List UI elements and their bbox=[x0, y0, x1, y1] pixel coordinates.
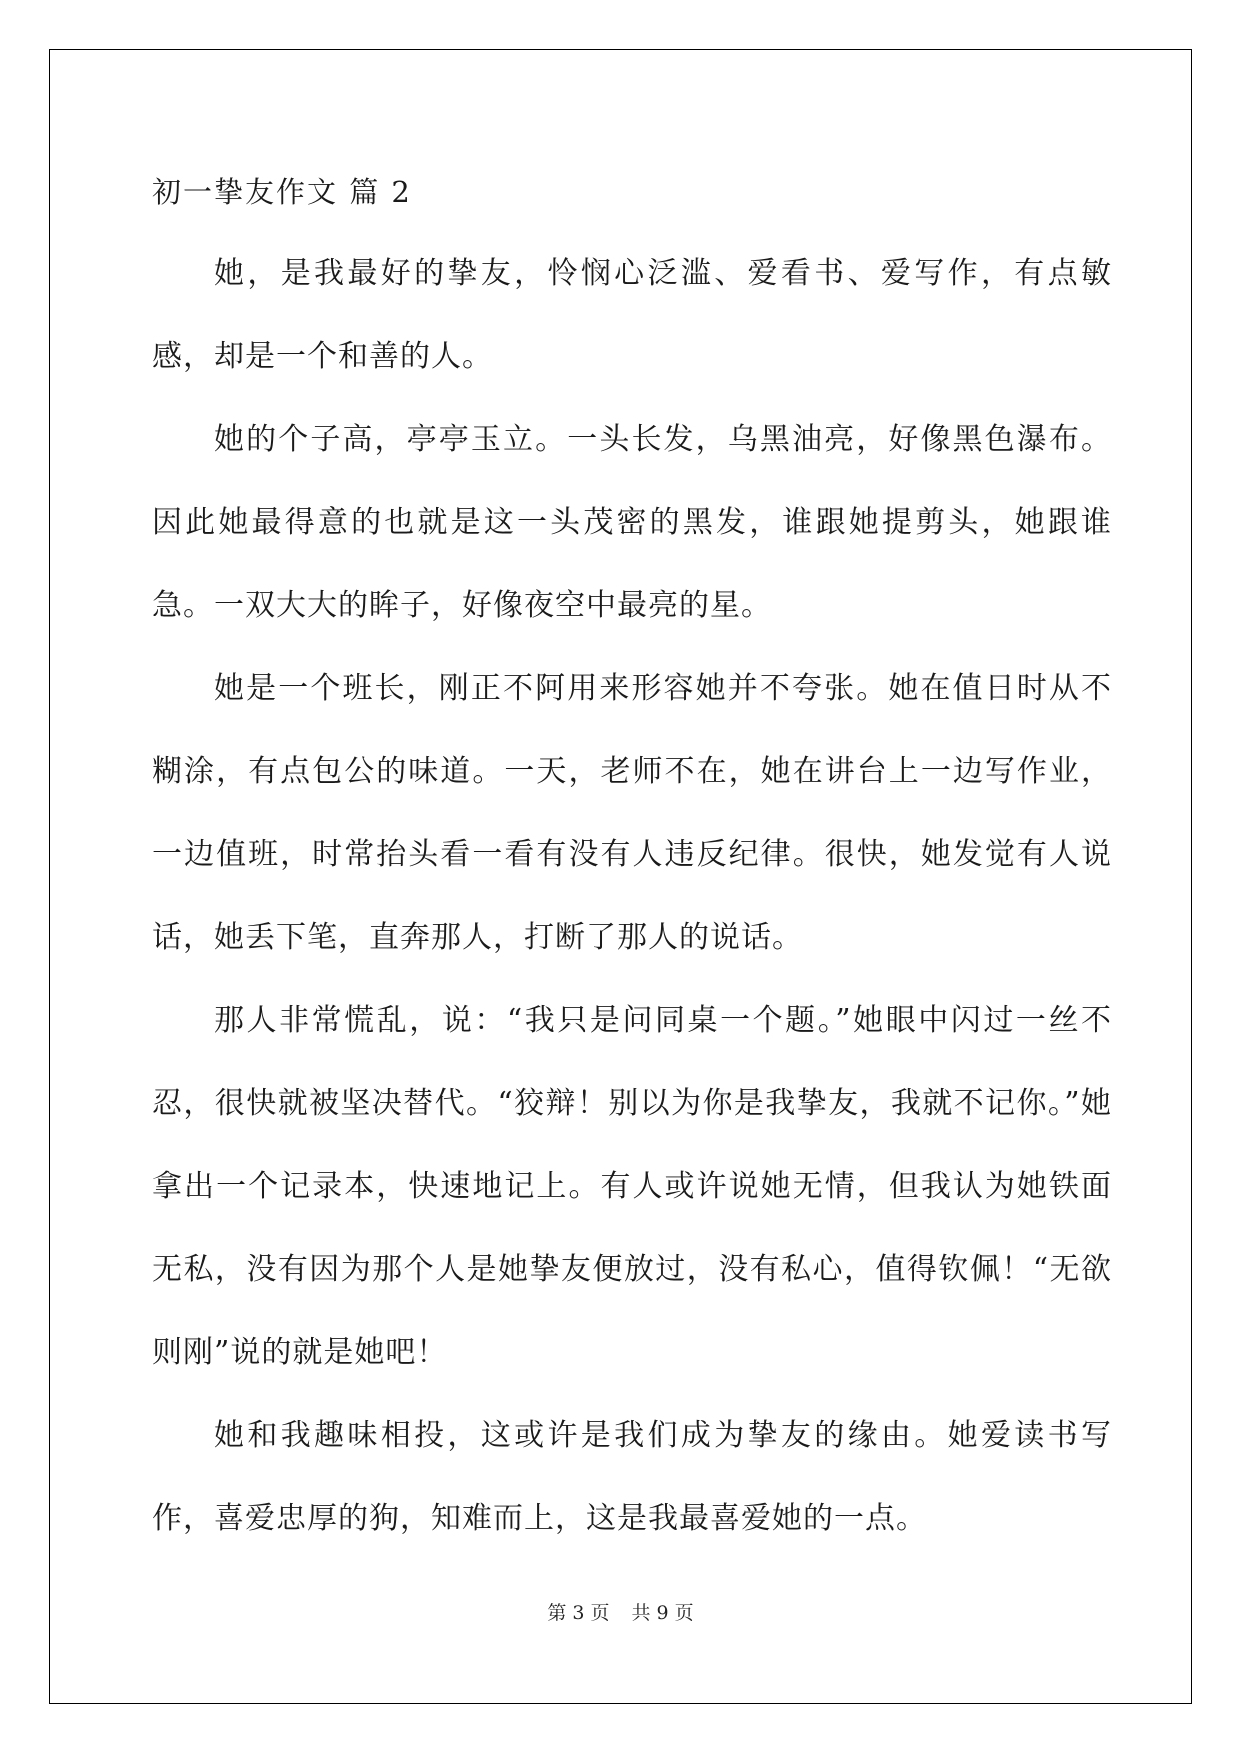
paragraph-5: 她和我趣味相投，这或许是我们成为挚友的缘由。她爱读书写作，喜爱忠厚的狗，知难而上，这是我最喜爱她的一点。 bbox=[152, 1418, 1112, 1536]
paragraph-1: 她，是我最好的挚友，怜悯心泛滥、爱看书、爱写作，有点敏感，却是一个和善的人。 bbox=[152, 256, 1112, 374]
page-footer bbox=[0, 1598, 1241, 1625]
paragraph-2: 她的个子高，亭亭玉立。一头长发，乌黑油亮，好像黑色瀑布。因此她最得意的也就是这一头茂密的黑发，谁跟她提剪头，她跟谁急。一双大大的眸子，好像夜空中最亮的星。 bbox=[152, 422, 1112, 623]
document-title: 初一挚友作文 篇 2 bbox=[152, 175, 412, 209]
page-number-total: 共 9 页 bbox=[631, 1602, 694, 1624]
document-body bbox=[152, 162, 1112, 1560]
paragraph-3: 她是一个班长，刚正不阿用来形容她并不夸张。她在值日时从不糊涂，有点包公的味道。一天，老师不在，她在讲台上一边写作业，一边值班，时常抬头看一看有没有人违反纪律。很快，她发觉有人说话，她丢下笔，直奔那人，打断了那人的说话。 bbox=[152, 671, 1112, 955]
paragraph-4: 那人非常慌乱，说：“我只是问同桌一个题。”她眼中闪过一丝不忍，很快就被坚决替代。“狡辩！别以为你是我挚友，我就不记你。”她拿出一个记录本，快速地记上。有人或许说她无情，但我认为她铁面无私，没有因为那个人是她挚友便放过，没有私心，值得钦佩！“无欲则刚”说的就是她吧！ bbox=[152, 1003, 1112, 1370]
page-number-current: 第 3 页 bbox=[547, 1602, 610, 1624]
